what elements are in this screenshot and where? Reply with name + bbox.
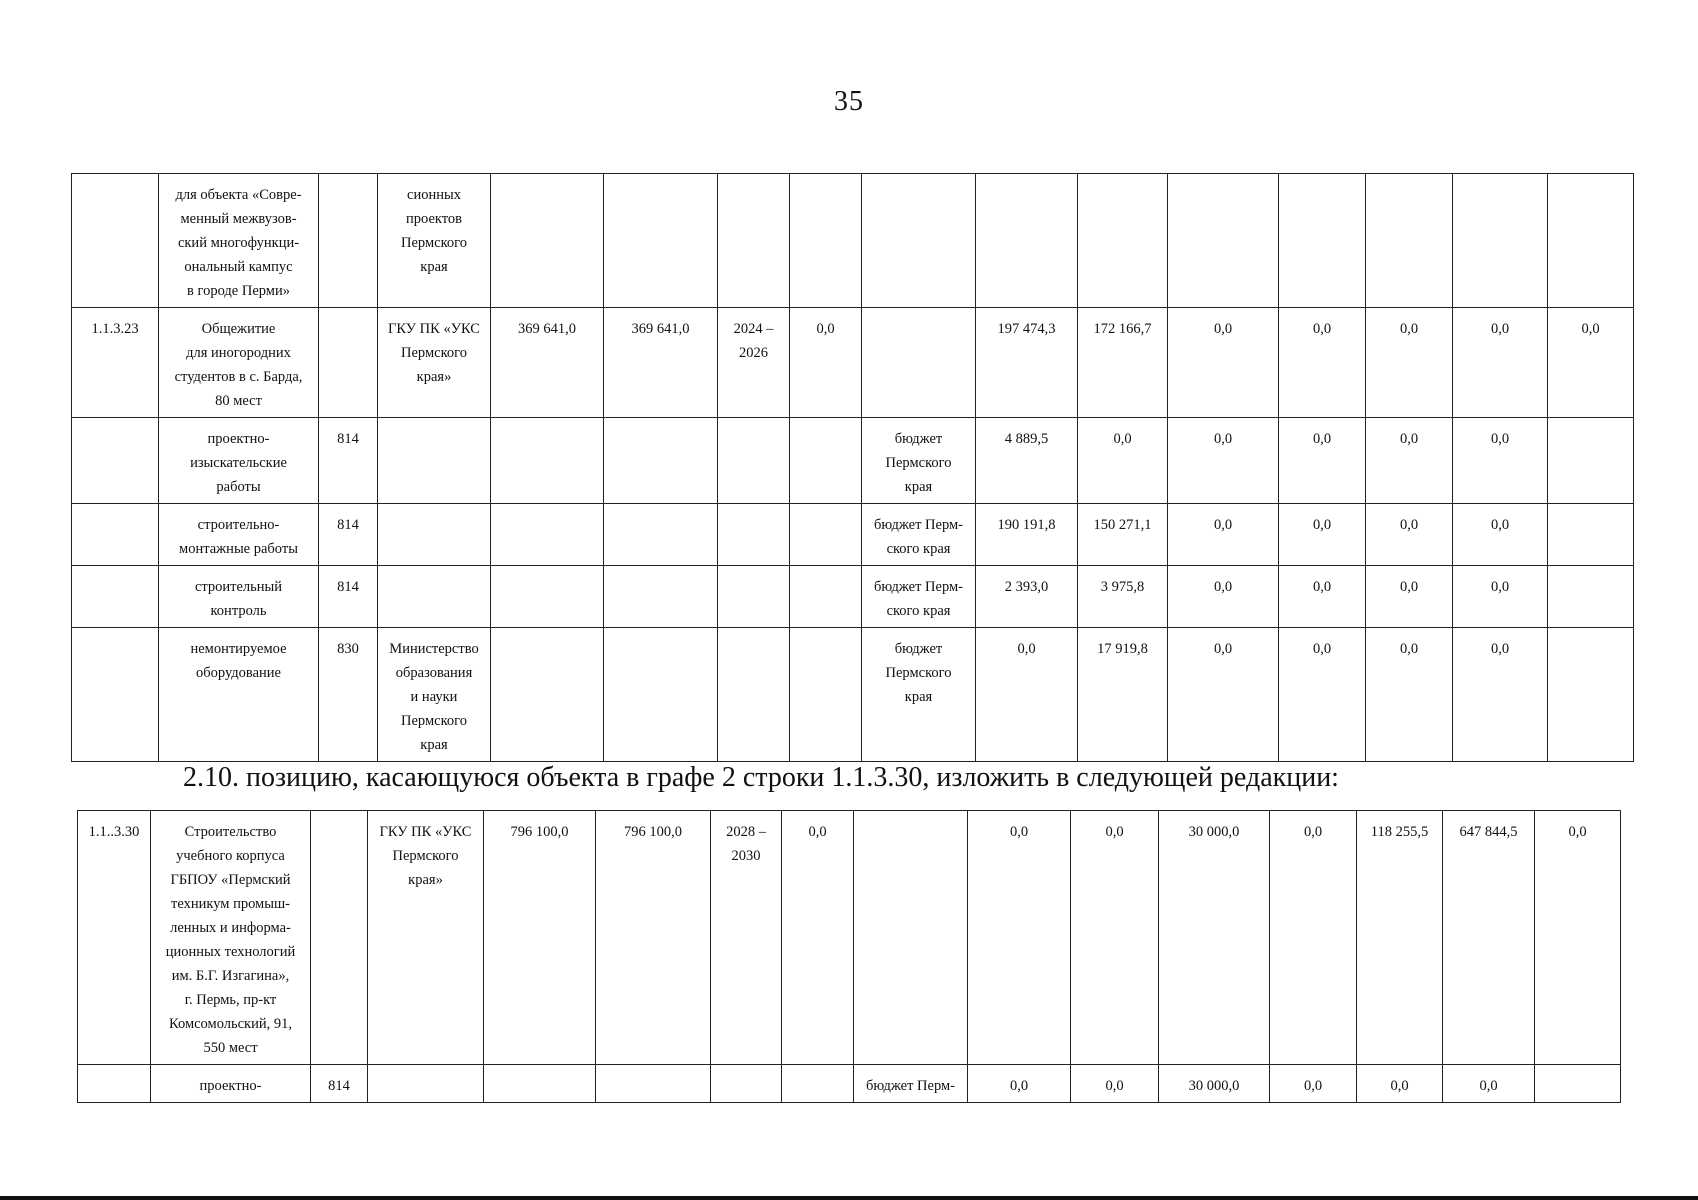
table-row (78, 811, 1621, 1065)
table-cell: 0,0 (1366, 308, 1453, 418)
table-cell (72, 628, 159, 762)
table-cell: 0,0 (1168, 628, 1279, 762)
table-cell: 0,0 (1453, 566, 1548, 628)
table-cell: 814 (319, 504, 378, 566)
table-cell: 3 975,8 (1078, 566, 1168, 628)
table-cell: бюджет Пермского края (862, 418, 976, 504)
table-cell: 4 889,5 (976, 418, 1078, 504)
table-cell: 150 271,1 (1078, 504, 1168, 566)
table-cell (1168, 174, 1279, 308)
table-cell (311, 811, 368, 1065)
table-cell: 0,0 (782, 811, 854, 1065)
table-cell: 0,0 (1453, 308, 1548, 418)
table-cell: бюджет Перм- ского края (862, 566, 976, 628)
table-cell: 0,0 (1078, 418, 1168, 504)
table-cell: 0,0 (1453, 504, 1548, 566)
table-cell (72, 418, 159, 504)
table-cell (378, 504, 491, 566)
table-cell: 0,0 (1279, 628, 1366, 762)
table-cell (72, 566, 159, 628)
table-cell: 0,0 (1279, 504, 1366, 566)
table-cell: бюджет Перм- ского края (862, 504, 976, 566)
table-cell: 0,0 (1366, 418, 1453, 504)
table-cell (790, 504, 862, 566)
table-cell: 369 641,0 (604, 308, 718, 418)
table-cell (491, 504, 604, 566)
table-cell: 814 (319, 566, 378, 628)
table-cell: бюджет Перм- (854, 1065, 968, 1103)
table-cell: Общежитие для иногородних студентов в с. Барда, 80 мест (159, 308, 319, 418)
table-cell (718, 174, 790, 308)
table-row (72, 308, 1634, 418)
table-cell (711, 1065, 782, 1103)
table-cell: 830 (319, 628, 378, 762)
table-cell: ГКУ ПК «УКС Пермского края» (368, 811, 484, 1065)
table-cell (319, 308, 378, 418)
table-cell (718, 504, 790, 566)
table-cell: 197 474,3 (976, 308, 1078, 418)
table-cell: 17 919,8 (1078, 628, 1168, 762)
table-cell: 796 100,0 (484, 811, 596, 1065)
table-cell (1548, 566, 1634, 628)
table-cell: 814 (319, 418, 378, 504)
table-cell: Строительство учебного корпуса ГБПОУ «Пермский техникум промыш- ленных и информа- ционных технологий им. Б.Г. Изгагина», г. Пермь, пр-кт Комсомольский, 91, 550 мест (151, 811, 311, 1065)
table-cell: 647 844,5 (1443, 811, 1535, 1065)
table-cell (1279, 174, 1366, 308)
table-row (72, 504, 1634, 566)
table-row (72, 418, 1634, 504)
table-cell: 0,0 (1071, 811, 1159, 1065)
table-cell (78, 1065, 151, 1103)
table-cell: 0,0 (968, 811, 1071, 1065)
budget-table-amendment (77, 810, 1621, 1103)
table-cell (491, 174, 604, 308)
table-cell: 0,0 (1168, 308, 1279, 418)
table-cell (368, 1065, 484, 1103)
table-cell: 30 000,0 (1159, 1065, 1270, 1103)
table-cell (790, 566, 862, 628)
table-cell: бюджет Пермского края (862, 628, 976, 762)
budget-table-continued (71, 173, 1634, 762)
table-cell (604, 628, 718, 762)
table-cell: 1.1..3.30 (78, 811, 151, 1065)
table-cell: 0,0 (1270, 1065, 1357, 1103)
table1-body (72, 174, 1634, 762)
table-cell: 0,0 (1366, 566, 1453, 628)
table-cell: немонтируемое оборудование (159, 628, 319, 762)
table-cell: 0,0 (1357, 1065, 1443, 1103)
table-cell: 1.1.3.23 (72, 308, 159, 418)
table-cell: 0,0 (1270, 811, 1357, 1065)
table-cell (1453, 174, 1548, 308)
table-cell: 0,0 (1279, 418, 1366, 504)
table-cell (378, 566, 491, 628)
table-cell (484, 1065, 596, 1103)
table-cell: 0,0 (1535, 811, 1621, 1065)
table-row (78, 1065, 1621, 1103)
table-cell: 30 000,0 (1159, 811, 1270, 1065)
table-cell (782, 1065, 854, 1103)
table-cell: 172 166,7 (1078, 308, 1168, 418)
table-cell: 0,0 (1071, 1065, 1159, 1103)
table-cell (604, 504, 718, 566)
table-row (72, 628, 1634, 762)
table-cell: 0,0 (976, 628, 1078, 762)
table-cell (491, 418, 604, 504)
table-cell (491, 628, 604, 762)
table-cell: 0,0 (790, 308, 862, 418)
table-cell (1535, 1065, 1621, 1103)
table-cell: проектно- изыскательские работы (159, 418, 319, 504)
table2-body (78, 811, 1621, 1103)
table-cell: 0,0 (1168, 418, 1279, 504)
table-cell (790, 418, 862, 504)
table-cell: 0,0 (1443, 1065, 1535, 1103)
table-cell: 0,0 (1366, 628, 1453, 762)
table-cell (790, 174, 862, 308)
table-cell: 796 100,0 (596, 811, 711, 1065)
table-cell: проектно- (151, 1065, 311, 1103)
table-cell (72, 504, 159, 566)
table-cell (604, 418, 718, 504)
table-cell: для объекта «Совре- менный межвузов- ский многофункци- ональный кампус в городе Перми» (159, 174, 319, 308)
table-cell (854, 811, 968, 1065)
table-cell: 0,0 (1453, 418, 1548, 504)
table-cell: сионных проектов Пермского края (378, 174, 491, 308)
table-cell (718, 566, 790, 628)
table-cell: 0,0 (1279, 308, 1366, 418)
table-row (72, 174, 1634, 308)
table-cell: 190 191,8 (976, 504, 1078, 566)
table-cell (72, 174, 159, 308)
table-row (72, 566, 1634, 628)
table-cell: Министерство образования и науки Пермского края (378, 628, 491, 762)
table-cell (718, 418, 790, 504)
table-cell (718, 628, 790, 762)
table-cell: 0,0 (1168, 504, 1279, 566)
table-cell: 0,0 (1168, 566, 1279, 628)
table-cell (1548, 628, 1634, 762)
table-cell: 0,0 (1366, 504, 1453, 566)
table-cell (604, 566, 718, 628)
table-cell: 2 393,0 (976, 566, 1078, 628)
table-cell (1078, 174, 1168, 308)
table-cell (1548, 174, 1634, 308)
table-cell: 118 255,5 (1357, 811, 1443, 1065)
table-cell: строительно- монтажные работы (159, 504, 319, 566)
table-cell: строительный контроль (159, 566, 319, 628)
table-cell (319, 174, 378, 308)
table-cell: 2024 – 2026 (718, 308, 790, 418)
table-cell: 0,0 (968, 1065, 1071, 1103)
page-number: 35 (834, 86, 864, 117)
table-cell (1548, 504, 1634, 566)
table-cell: ГКУ ПК «УКС Пермского края» (378, 308, 491, 418)
table-cell: 0,0 (1548, 308, 1634, 418)
table-cell (491, 566, 604, 628)
table-cell (604, 174, 718, 308)
table-cell: 2028 – 2030 (711, 811, 782, 1065)
scan-edge-line (0, 1196, 1698, 1200)
table-cell (976, 174, 1078, 308)
table-cell: 0,0 (1279, 566, 1366, 628)
table-cell (790, 628, 862, 762)
table-cell (862, 308, 976, 418)
table-cell (596, 1065, 711, 1103)
amendment-caption: 2.10. позицию, касающуюся объекта в графе 2 строки 1.1.3.30, изложить в следующей редакции: (183, 762, 1339, 793)
table-cell: 369 641,0 (491, 308, 604, 418)
table-cell: 0,0 (1453, 628, 1548, 762)
table-cell (862, 174, 976, 308)
table-cell (1548, 418, 1634, 504)
table-cell (378, 418, 491, 504)
table-cell: 814 (311, 1065, 368, 1103)
table-cell (1366, 174, 1453, 308)
